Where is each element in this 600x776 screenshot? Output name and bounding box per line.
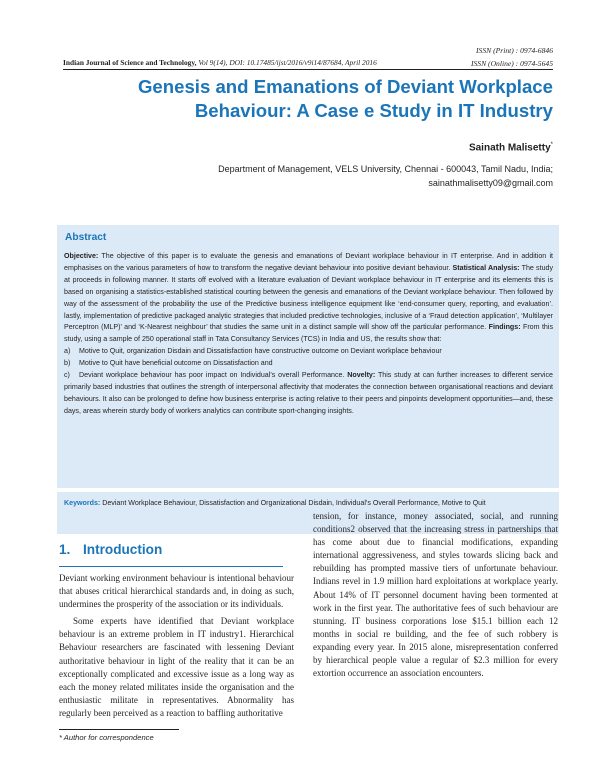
paragraph: Deviant working environment behaviour is intentional behaviour that abuses critical hierarchical standards and, in doing as such, undermines the prosperity of the association or its individuals. [59, 573, 294, 610]
affiliation [218, 163, 553, 190]
objective-label: Objective: [64, 252, 99, 260]
header-rule [63, 69, 553, 70]
affiliation-institution: Department of Management, VELS University, Chennai - 600043, Tamil Nadu, India; [218, 164, 553, 174]
findings-label: Findings: [488, 323, 521, 332]
paragraph: Some experts have identified that Deviant workplace behaviour is an extreme problem in IT industry1. Hierarchical Behaviour researchers are fascinated with lessening Deviant authoritative behaviour in light of the reality that it can be an exceptionally complicated and excessive issue as a long way as each the money related militates inside the organisation and the enthusiastic militate in representatives. Abnormality has regularly been perceived as a reaction to baffling authoritative [59, 616, 294, 718]
paragraph: tension, for instance, money associated, social, and running conditions2 observed that the increasing stress in partnerships that has come about due to financial modifications, expanding international aggressiveness, and styles towards slicing back and rebuilding has prompted massive tiers of unfortunate behaviour. Indians revel in 1.9 million hard exploitations at workplace yearly. About 14% of IT personnel document having been tormented at work in the first year. The authoritative fees of such behaviour are stunning. IT business corporations lose $15.1 billion each 12 months in social re building, and the fee of such robbery is expanding every year. In 2015 alone, misrepresentation conferred by hierarchical people value a regular of $2.3 million for every extortion occurrence an association encounters. [313, 511, 558, 679]
abstract-body [64, 251, 553, 418]
section-heading [59, 541, 283, 567]
section-rule [59, 566, 283, 567]
author-email[interactable]: sainathmalisetty09@gmail.com [428, 177, 553, 188]
author-name: Sainath Malisetty* [468, 142, 553, 154]
abstract-heading: Abstract [65, 232, 107, 243]
abstract-box [57, 225, 559, 488]
novelty-label: Novelty: [347, 371, 376, 380]
finding-item-a: a) Motive to Quit, organization Disdain and Dissatisfaction have constructive outcome on Deviant workplace behaviour [64, 347, 442, 356]
section-number: 1. [59, 542, 71, 557]
title-line-1: Genesis and Emanations of Deviant Workplace [137, 76, 553, 97]
keywords-text: Deviant Workplace Behaviour, Dissatisfaction and Organizational Disdain, Individual’s Overall Performance, Motive to Quit [100, 499, 486, 507]
author-mark: * [550, 142, 553, 148]
issn-print: ISSN (Print) : 0974-6846 [476, 46, 553, 55]
journal-citation [63, 58, 377, 67]
journal-name: Indian Journal of Science and Technology, [63, 58, 197, 67]
objective-text: The objective of this paper is to evaluate the genesis and emanations of Deviant workplace behaviour in IT enterprise. And in addition it emphasises on the various parameters of how to transform the negative deviant behaviour into positive deviant behaviour. [64, 252, 553, 272]
finding-item-c: c) Deviant workplace behaviour has poor impact on Individual’s overall Performance. Novelty: This study at can further increases to different service primarily based industries that outlines the strength of interpersonal affectivity that moderates the connection between organisational reactions and deviant behaviours. It also can be prolonged to define how business enterprise is acting relative to their peers and pinpoints development opportunities—and, these days, areas wherein sturdy body of workers analytics can contribute sport-changing insights. [64, 371, 553, 415]
title-line-2: Behaviour: A Case e Study in IT Industry [194, 100, 553, 121]
analysis-label: Statistical Analysis: [452, 263, 520, 272]
article-title [100, 75, 553, 123]
issn-block [471, 44, 553, 70]
section-title: Introduction [83, 542, 163, 557]
body-column-left [59, 572, 294, 720]
findings-text: From this study, using a sample of 250 operational staff in Tata Consultancy Services (TCS) in India and US, the results show that: [64, 323, 553, 344]
citation-details: Vol 9(14), DOI: 10.17485/ijst/2016/v9i14/87684, April 2016 [198, 58, 377, 67]
finding-item-b: b) Motive to Quit have beneficial outcome on Dissatisfaction and [64, 359, 273, 368]
keywords-label: Keywords: [64, 499, 101, 507]
keywords [64, 498, 553, 510]
novelty-text: This study at can further increases to different service primarily based industries that outlines the strength of interpersonal affectivity that moderates the connection between organisational reactions and deviant behaviours. It also can be prolonged to define how business enterprise is acting relative to their peers and pinpoints development opportunities—and, these days, areas wherein sturdy body of workers analytics can contribute sport-changing insights. [64, 371, 553, 415]
footnote: * Author for correspondence [59, 733, 154, 742]
analysis-text: The study at proceeds in following manner. It starts off evolved with a literature evaluation of Deviant workplace behaviour in IT enterprise and its elements this is based on organising a statistics-established statistical courting between the genesis and emanations of the Deviant workplace behaviour. Then followed by way of the assessment of the probability the use of the Predictive business intelligence equipment like ‘end-consumer query, reporting, and evaluation’. lastly, implementation of predictive packaged analytic strategies that included predictive technologies, inclusive of a ‘Fraud detection application’, ‘Multilayer Perceptron (MLP)’ and ‘K-Nearest neighbour’ that studies the same unit in a distinct sample will show off the particular performance. [64, 263, 553, 332]
body-column-right [313, 510, 558, 680]
issn-online: ISSN (Online) : 0974-5645 [470, 59, 553, 69]
footnote-rule [59, 729, 179, 730]
